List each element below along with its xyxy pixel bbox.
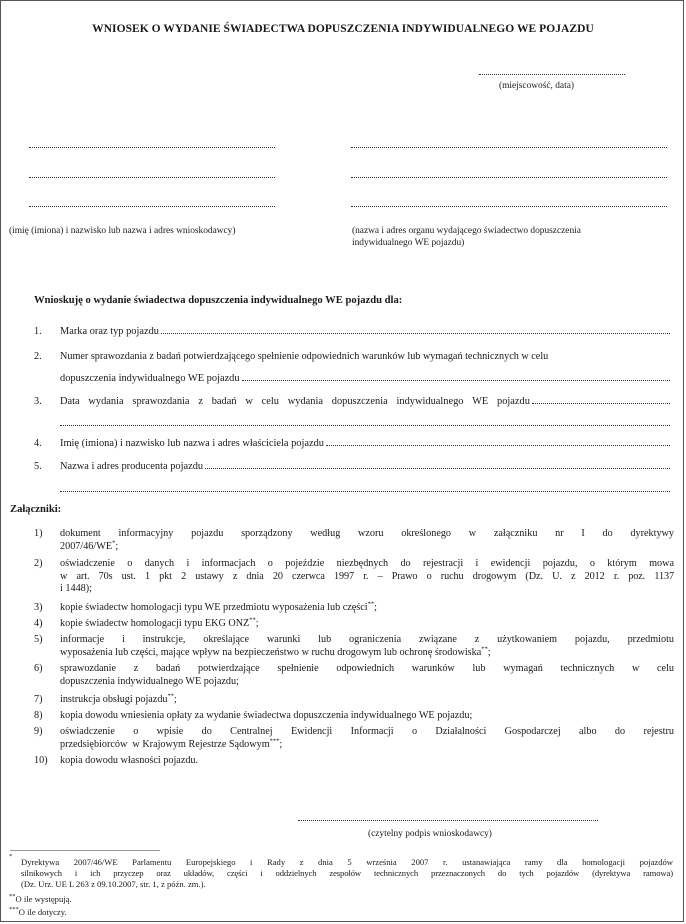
item-5-field-line-2[interactable] [60,491,670,492]
footnote-3-text: O ile dotyczy. [18,907,67,917]
item-5-field[interactable] [205,468,670,469]
item-number-5: 5. [34,461,42,472]
footnote-1-mark [9,854,12,865]
attachment-1 [60,528,674,553]
attachment-4 [60,618,259,631]
item-3-row[interactable] [60,396,670,407]
item-4-field[interactable] [326,445,670,446]
footnote-separator [10,850,160,851]
item-number-3: 3. [34,396,42,407]
attachment-number-3: 3) [34,602,43,613]
applicant-field-line-3[interactable] [29,206,275,207]
item-number-2: 2. [34,351,42,362]
attachment-2-line-2: w art. 70s ust. 1 pkt 2 ustawy z dnia 20 czerwca 1997 r. – Prawo o ruchu drogowym (Dz. U. z 2012 r. poz. 1137 [60,570,674,582]
attachment-5-text-2: wyposażenia lub części, mające wpływ na bezpieczeństwo w ruchu drogowym lub ochronę środowiska [60,646,482,658]
attachment-1-line-1: dokument informacyjny pojazdu sporządzony według wzoru określonego w załączniku nr I do dyrektywy [60,528,674,539]
attachment-6-line-1: sprawozdanie z badań potwierdzające spełnienie odpowiednich warunków lub wymagań technicznych w celu [60,663,674,674]
item-1-label: Marka oraz typ pojazdu [60,326,159,337]
footnote-ref: ** [481,645,488,653]
attachment-number-2: 2) [34,558,43,569]
attachment-number-9: 9) [34,726,43,737]
attachment-2-line-1: oświadczenie o danych i informacjach o pojeździe niezbędnych do rejestracji i ewidencji pojazdu, o którym mowa [60,558,674,569]
applicant-field-line-1[interactable] [29,147,275,148]
attachment-6-line-2: dopuszczenia indywidualnego WE pojazdu; [60,675,239,687]
authority-field-line-1[interactable] [351,147,667,148]
applicant-label: (imię (imiona) i nazwisko lub nazwa i adres wnioskodawcy) [9,226,236,236]
attachment-1-line-2 [60,541,674,554]
item-2-row[interactable] [60,373,670,384]
attachment-2-line-3: i 1448); [60,583,92,595]
attachment-6 [60,663,674,688]
applicant-field-line-2[interactable] [29,177,275,178]
request-heading: Wnioskuję o wydanie świadectwa dopuszczenia indywidualnego WE pojazdu dla: [34,295,403,306]
attachment-10-text: kopia dowodu własności pojazdu. [60,755,199,766]
place-date-label: (miejscowość, data) [499,81,574,91]
footnote-ref: ** [367,600,375,608]
attachment-8-text: kopia dowodu wniesienia opłaty za wydanie świadectwa dopuszczenia indywidualnego WE pojazdu; [60,710,473,721]
footnote-ref: ** [249,616,256,624]
place-date-field[interactable] [479,74,625,75]
attachment-number-5: 5) [34,634,43,645]
attachment-5-line-1: informacje i instrukcje, określające warunki lub ograniczenia związane z użytkowaniem pojazdu, przedmiotu [60,634,674,645]
attachment-9-text-2: przedsiębiorców w Krajowym Rejestrze Sądowym [60,738,270,750]
attachment-10 [60,755,198,768]
signature-label: (czytelny podpis wnioskodawcy) [368,829,492,839]
item-2-label-line-2: dopuszczenia indywidualnego WE pojazdu [60,373,240,384]
authority-field-line-3[interactable] [351,206,667,207]
attachment-8 [60,710,472,723]
attachment-number-8: 8) [34,710,43,721]
footnote-ref: *** [269,737,280,745]
footnote-1-line-1: Dyrektywa 2007/46/WE Parlamentu Europejskiego i Rady z dnia 5 września 2007 r. ustanawiająca ramy dla homologacji pojazdów [21,857,673,867]
attachment-9-line-1: oświadczenie o wpisie do Centralnej Ewidencji Informacji o Działalności Gospodarczej albo do rejestru [60,726,674,737]
attachment-number-10: 10) [34,755,48,766]
footnote-1-line-3: (Dz. Urz. UE L 263 z 09.10.2007, str. 1, z późn. zm.). [21,879,206,890]
authority-field-line-2[interactable] [351,177,667,178]
attachment-7-tail: ; [174,694,177,705]
footnote-2 [9,894,72,905]
item-3-field-line-2[interactable] [60,425,670,426]
item-5-row[interactable] [60,461,670,472]
footnote-ref: ** [167,692,175,700]
item-2-label-line-1: Numer sprawozdania z badań potwierdzającego spełnienie odpowiednich warunków lub wymagań technicznych w celu [60,351,549,362]
footnote-1-symbol: * [9,853,13,861]
footnote-1-line-2: silnikowych i ich przyczep oraz układów, części i oddzielnych zespołów technicznych przeznaczonych do tych pojazdów (dyrektywa ramowa) [21,868,673,879]
attachment-7-text: instrukcja obsługi pojazdu [60,694,168,705]
item-3-field[interactable] [532,403,670,404]
form-title: WNIOSEK O WYDANIE ŚWIADECTWA DOPUSZCZENIA INDYWIDUALNEGO WE POJAZDU [92,23,594,35]
attachment-number-7: 7) [34,694,43,705]
attachment-number-6: 6) [34,663,43,674]
attachment-9-tail: ; [279,738,283,750]
attachment-3-tail: ; [374,602,377,613]
attachments-heading: Załączniki: [10,504,62,515]
attachment-9-line-2 [60,739,674,752]
footnote-2-text: O ile występują. [15,894,72,904]
footnote-2-symbol: ** [9,893,16,901]
attachment-1-tail: ; [115,540,119,552]
item-1-field[interactable] [161,333,670,334]
item-4-label: Imię (imiona) i nazwisko lub nazwa i adres właściciela pojazdu [60,438,324,449]
footnote-1 [21,857,673,891]
attachment-1-text-2: 2007/46/WE [60,540,113,552]
attachment-5-line-2 [60,647,674,660]
attachment-4-tail: ; [255,618,259,629]
attachment-3 [60,602,377,615]
attachment-5-tail: ; [487,646,491,658]
authority-label-line-1: (nazwa i adres organu wydającego świadectwo dopuszczenia [352,226,581,236]
attachment-7 [60,694,177,707]
footnote-3-symbol: *** [9,906,19,914]
signature-field[interactable] [298,820,598,821]
footnote-ref: * [112,539,116,547]
attachment-number-4: 4) [34,618,43,629]
attachment-9 [60,726,674,751]
authority-label-line-2: indywidualnego WE pojazdu) [352,238,465,248]
attachment-3-text: kopie świadectw homologacji typu WE przedmiotu wyposażenia lub części [60,602,368,613]
item-number-1: 1. [34,326,42,337]
attachment-2 [60,558,674,596]
attachment-4-text: kopie świadectw homologacji typu EKG ONZ [60,618,250,629]
item-number-4: 4. [34,438,42,449]
attachment-5 [60,634,674,659]
footnote-3 [9,907,67,918]
item-1-row[interactable] [60,326,670,337]
attachment-number-1: 1) [34,528,43,539]
item-5-label: Nazwa i adres producenta pojazdu [60,461,204,472]
item-2-field[interactable] [242,380,670,381]
item-4-row[interactable] [60,438,670,449]
item-3-label: Data wydania sprawozdania z badań w celu wydania dopuszczenia indywidualnego WE pojazdu [60,396,530,407]
